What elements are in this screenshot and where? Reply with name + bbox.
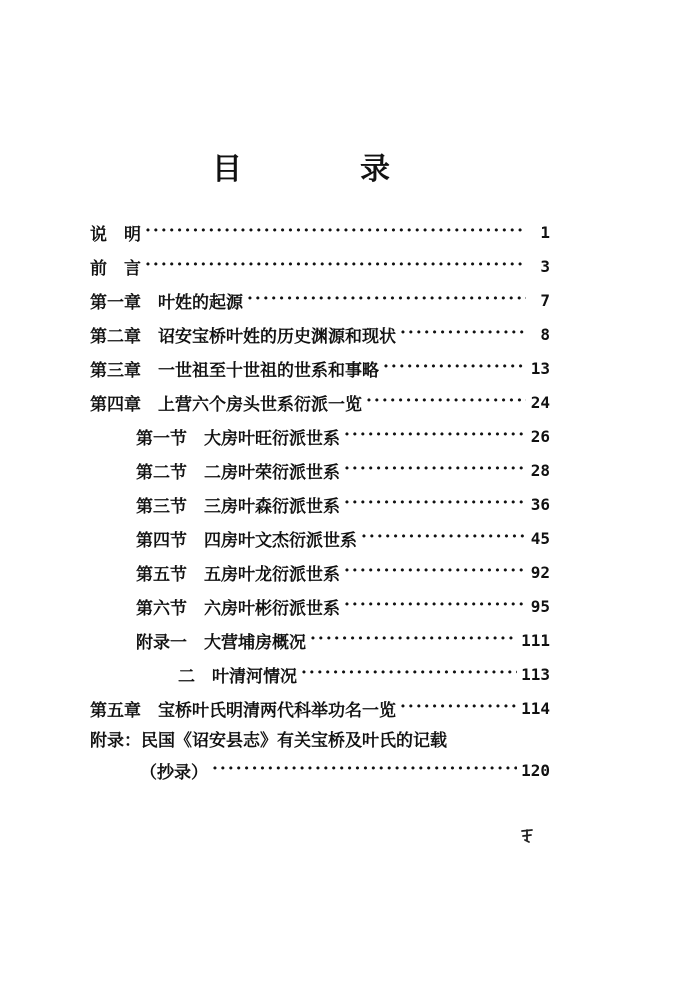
toc-entry-label: 第五节 五房叶龙衍派世系 xyxy=(136,564,340,585)
dot-leader xyxy=(344,494,526,514)
dot-leader xyxy=(145,256,526,276)
dot-leader xyxy=(212,760,517,780)
toc-entry-page: 92 xyxy=(530,562,550,582)
toc-entry xyxy=(136,524,550,552)
toc-entry-page: 26 xyxy=(530,426,550,446)
toc-entry xyxy=(90,252,550,280)
toc-entry-label: （抄录） xyxy=(140,762,208,783)
toc-entry-label: 第二节 二房叶荣衍派世系 xyxy=(136,462,340,483)
toc-entry xyxy=(136,456,550,484)
toc-entry-label: 第五章 宝桥叶氏明清两代科举功名一览 xyxy=(90,700,396,721)
toc-entry-page: 7 xyxy=(540,290,550,310)
toc-entry-page: 1 xyxy=(540,222,550,242)
toc-entry-label: 第六节 六房叶彬衍派世系 xyxy=(136,598,340,619)
toc-entry-label: 第二章 诏安宝桥叶姓的历史渊源和现状 xyxy=(90,326,396,347)
toc-entry xyxy=(136,592,550,620)
toc-entry-page: 111 xyxy=(521,630,550,650)
toc-entry-page: 95 xyxy=(530,596,550,616)
dot-leader xyxy=(400,324,526,344)
dot-leader xyxy=(310,630,517,650)
toc-entry-page: 113 xyxy=(521,664,550,684)
dot-leader xyxy=(344,596,526,616)
toc-entry-page: 24 xyxy=(530,392,550,412)
toc-entry-label: 附录一 大营埔房概况 xyxy=(136,632,306,653)
ink-mark-icon xyxy=(520,828,534,844)
toc-entry-appendix xyxy=(90,724,550,752)
toc-entry xyxy=(90,218,550,246)
toc-entry-label: 第一节 大房叶旺衍派世系 xyxy=(136,428,340,449)
toc-entry xyxy=(136,422,550,450)
toc-entry-page: 45 xyxy=(530,528,550,548)
toc-entry-page: 36 xyxy=(530,494,550,514)
dot-leader xyxy=(361,528,526,548)
toc-entry-page: 28 xyxy=(530,460,550,480)
toc-entry-label: 第三节 三房叶森衍派世系 xyxy=(136,496,340,517)
dot-leader xyxy=(383,358,526,378)
dot-leader xyxy=(366,392,526,412)
toc-entry-page: 114 xyxy=(521,698,550,718)
toc-entry-label: 第四节 四房叶文杰衍派世系 xyxy=(136,530,357,551)
page-title: 目 录 xyxy=(212,152,434,187)
toc-entry-page: 13 xyxy=(530,358,550,378)
toc-entry-label: 前 言 xyxy=(90,258,141,279)
toc-entry-label: 说 明 xyxy=(90,224,141,245)
dot-leader xyxy=(145,222,526,242)
dot-leader xyxy=(344,562,526,582)
toc-entry-label: 第三章 一世祖至十世祖的世系和事略 xyxy=(90,360,379,381)
toc-entry-page: 8 xyxy=(540,324,550,344)
toc-entry xyxy=(136,558,550,586)
dot-leader xyxy=(301,664,517,684)
toc-entry-label: 第一章 叶姓的起源 xyxy=(90,292,243,313)
dot-leader xyxy=(344,460,526,480)
dot-leader xyxy=(400,698,517,718)
toc-entry-label: 第四章 上营六个房头世系衍派一览 xyxy=(90,394,362,415)
toc-entry-label: 二 叶清河情况 xyxy=(178,666,297,687)
toc-entry xyxy=(140,756,550,784)
toc-entry xyxy=(90,354,550,382)
toc-entry xyxy=(136,490,550,518)
toc-entry-page: 120 xyxy=(521,760,550,780)
toc-entry xyxy=(90,694,550,722)
toc-entry xyxy=(90,286,550,314)
toc-entry xyxy=(178,660,550,688)
dot-leader xyxy=(247,290,526,310)
toc-entry xyxy=(136,626,550,654)
toc-entry xyxy=(90,320,550,348)
toc-entry-label: 附录：民国《诏安县志》有关宝桥及叶氏的记载 xyxy=(90,730,447,751)
dot-leader xyxy=(344,426,526,446)
toc-entry-page: 3 xyxy=(540,256,550,276)
toc-entry xyxy=(90,388,550,416)
